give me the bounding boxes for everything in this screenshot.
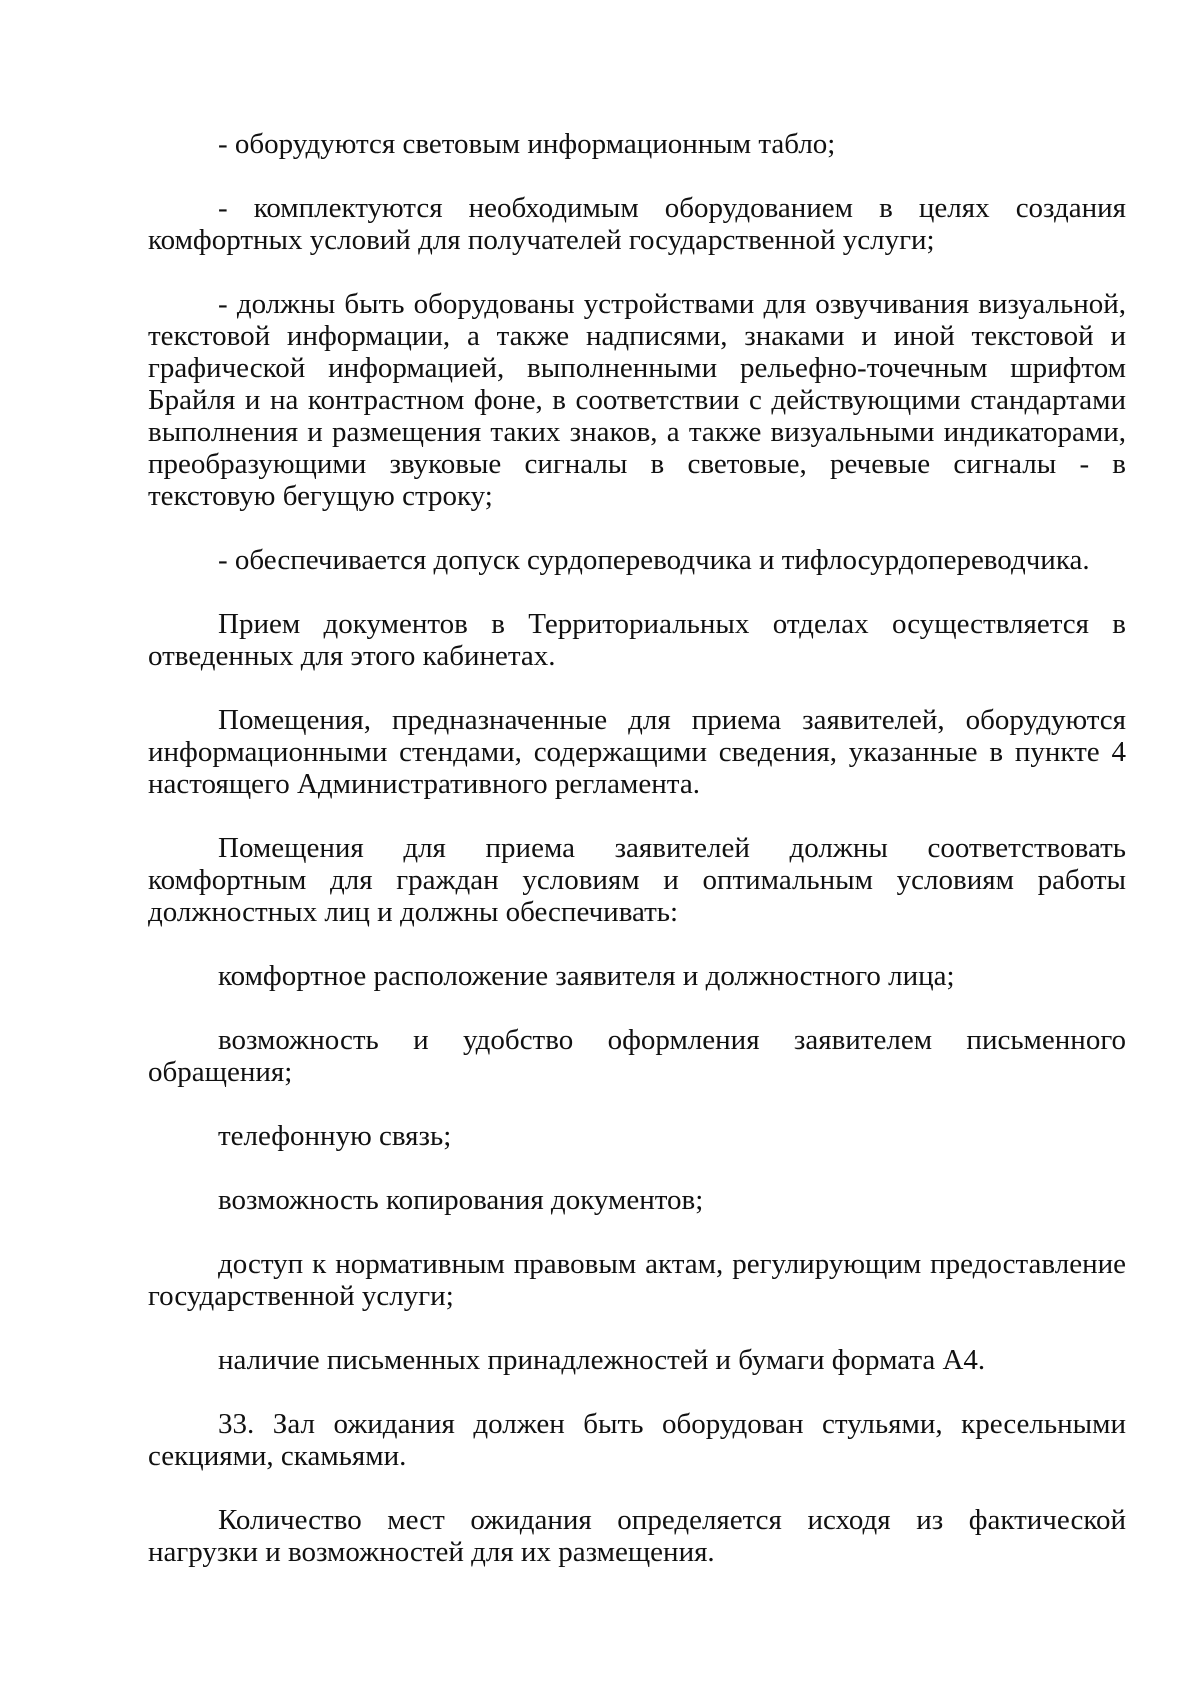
paragraph-copying: возможность копирования документов; (218, 1184, 704, 1216)
paragraph-document-reception: Прием документов в Территориальных отделах осуществляется в отведенных для этого кабинетах. (148, 608, 1126, 672)
paragraph-voicing-devices: - должны быть оборудованы устройствами для озвучивания визуальной, текстовой информации, а также надписями, знаками и иной текстовой и графической информацией, выполненными рельефно-точечным шрифтом Брайля и на контрастном фоне, в соответствии с действующими стандартами выполнения и размещения таких знаков, а также визуальными индикаторами, преобразующими звуковые сигналы в световые, речевые сигналы - в текстовую бегущую строку; (148, 288, 1126, 512)
paragraph-comfortable-placement: комфортное расположение заявителя и должностного лица; (218, 960, 955, 992)
paragraph-waiting-hall: 33. Зал ожидания должен быть оборудован стульями, кресельными секциями, скамьями. (148, 1408, 1126, 1472)
paragraph-written-request: возможность и удобство оформления заявителем письменного обращения; (148, 1024, 1126, 1088)
paragraph-stationery: наличие письменных принадлежностей и бумаги формата А4. (218, 1344, 986, 1376)
document-page (148, 128, 1126, 1568)
paragraph-legal-acts: доступ к нормативным правовым актам, регулирующим предоставление государственной услуги; (148, 1248, 1126, 1312)
paragraph-light-board: - оборудуются световым информационным табло; (218, 128, 836, 160)
paragraph-room-requirements: Помещения для приема заявителей должны соответствовать комфортным для граждан условиям и оптимальным условиям работы должностных лиц и должны обеспечивать: (148, 832, 1126, 928)
paragraph-sign-interpreter: - обеспечивается допуск сурдопереводчика и тифлосурдопереводчика. (218, 544, 1090, 576)
paragraph-waiting-places: Количество мест ожидания определяется исходя из фактической нагрузки и возможностей для их размещения. (148, 1504, 1126, 1568)
paragraph-equipment: - комплектуются необходимым оборудованием в целях создания комфортных условий для получателей государственной услуги; (148, 192, 1126, 256)
paragraph-phone: телефонную связь; (218, 1120, 452, 1152)
paragraph-info-stands: Помещения, предназначенные для приема заявителей, оборудуются информационными стендами, содержащими сведения, указанные в пункте 4 настоящего Административного регламента. (148, 704, 1126, 800)
